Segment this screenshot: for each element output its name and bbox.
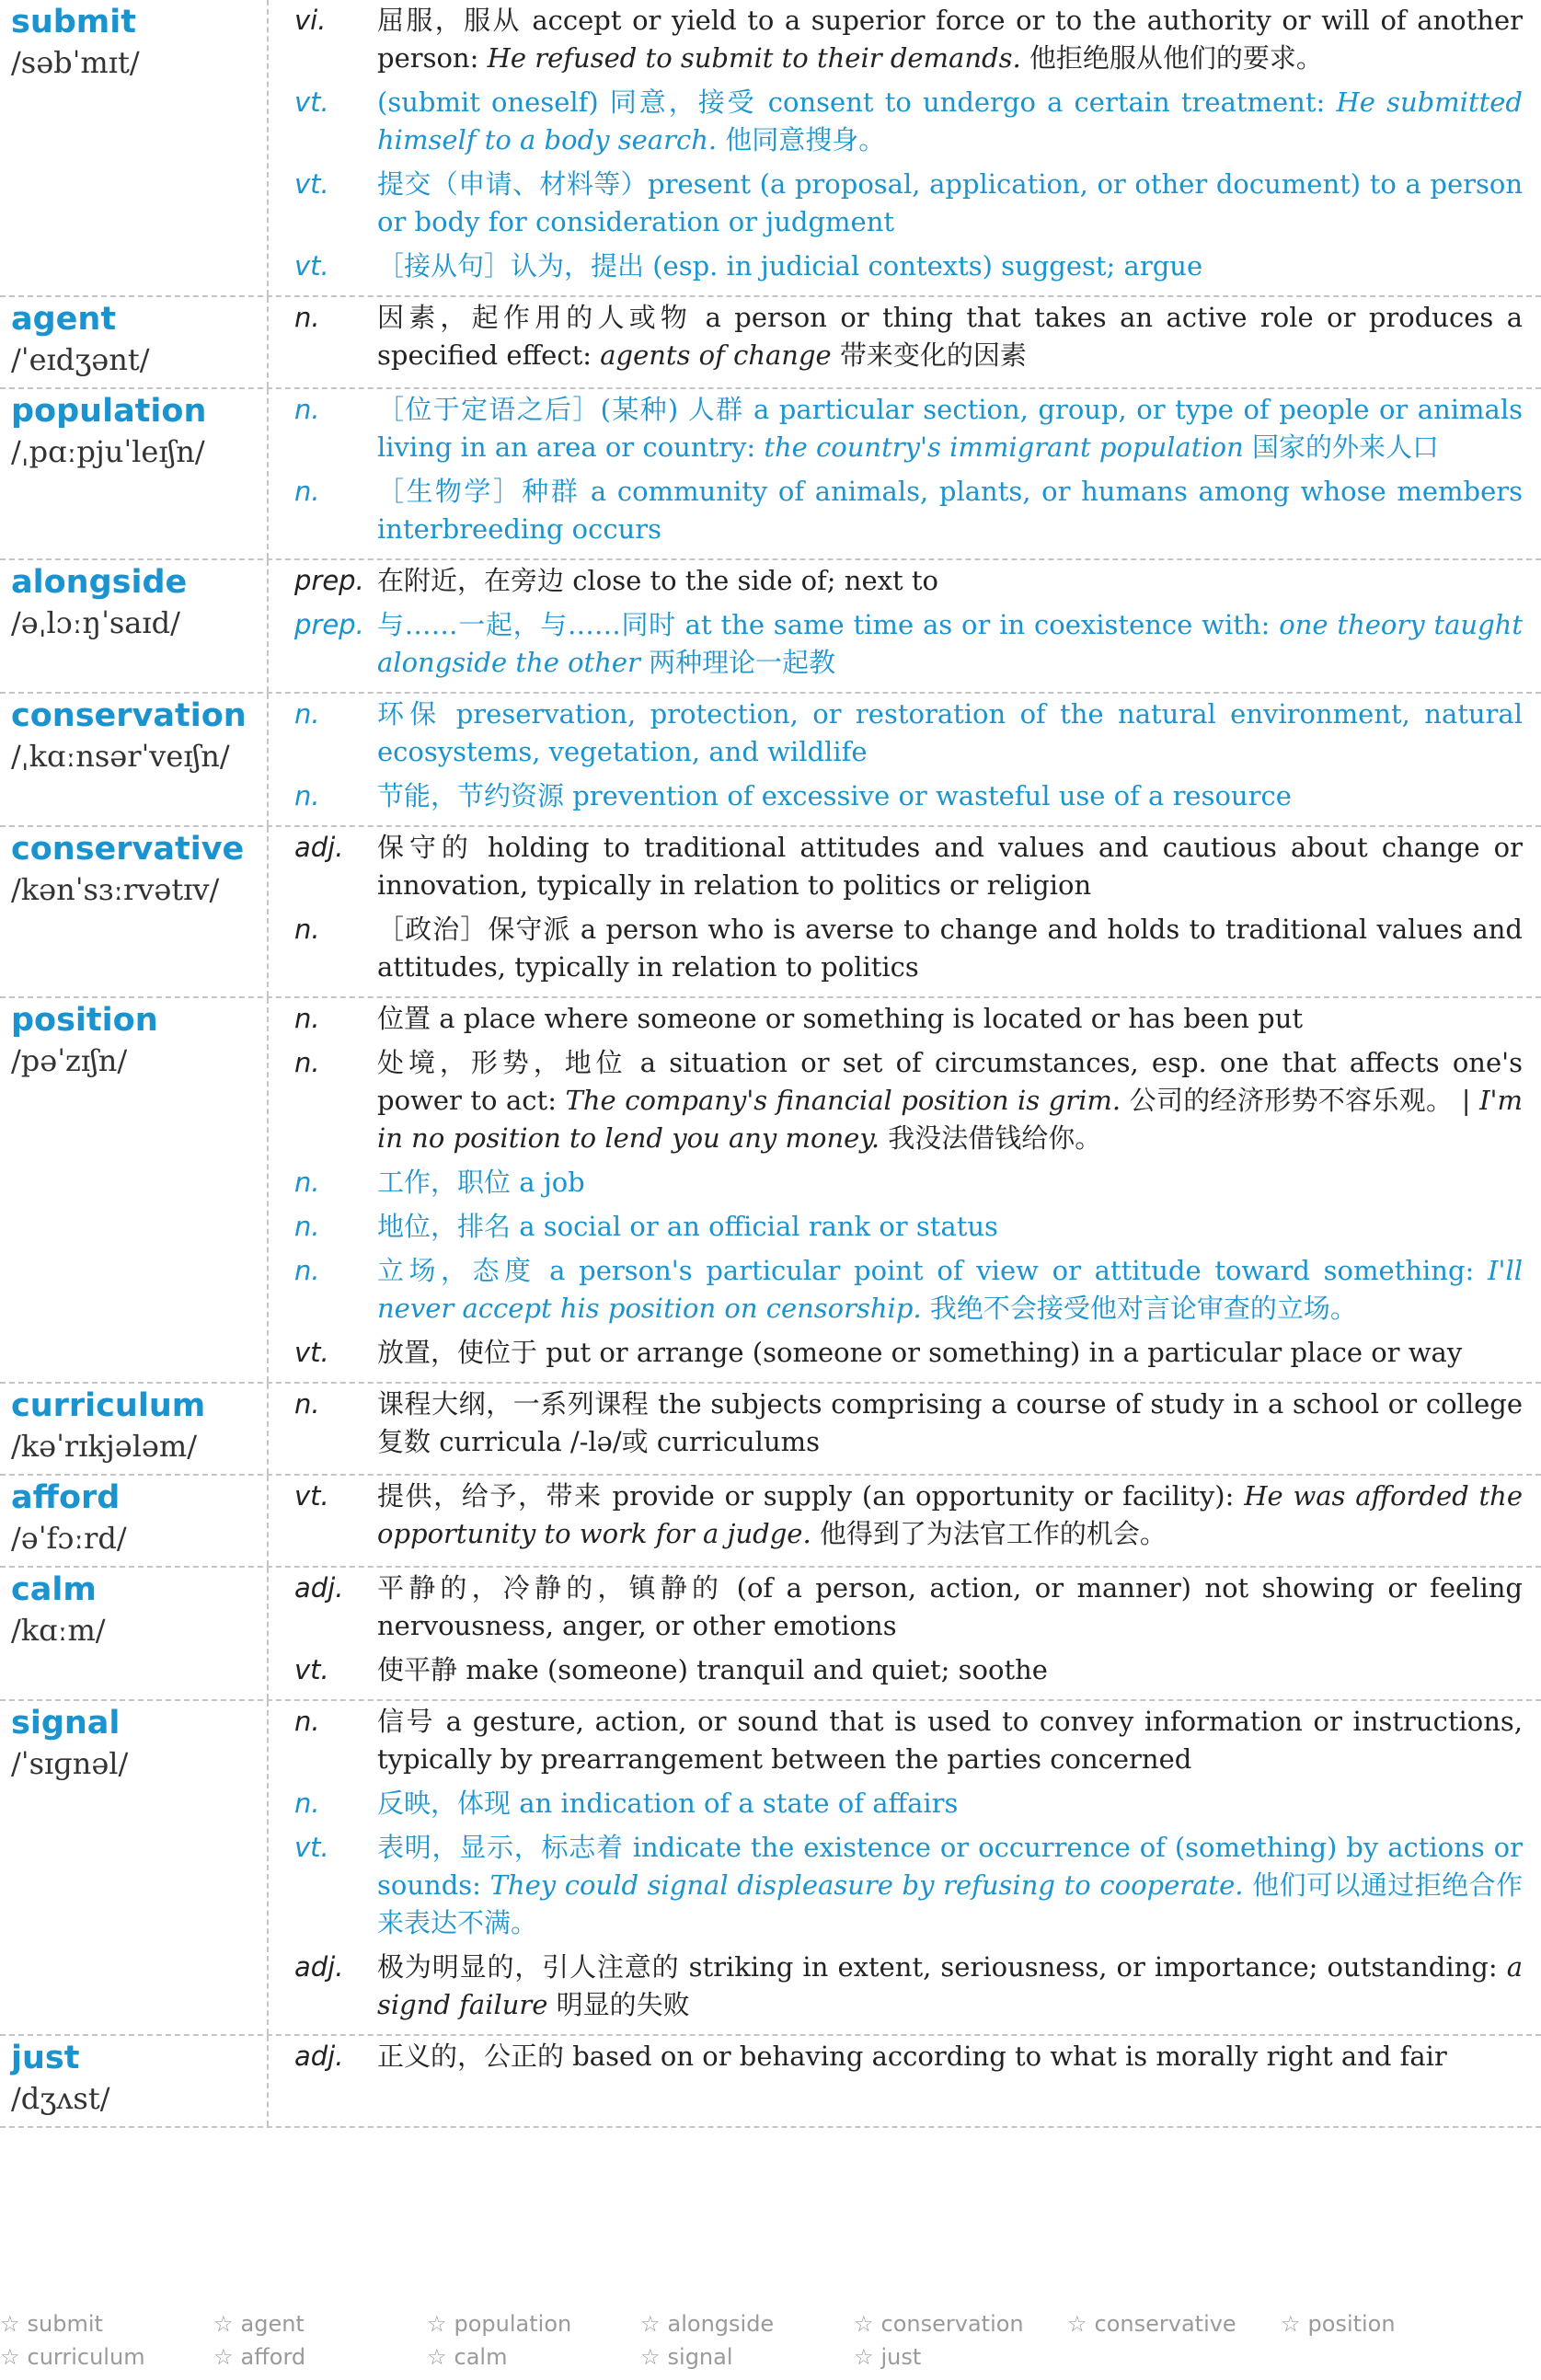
definition-segment: ［位于定语之后］(某种) 人群 a particular section, group, or type of people or animals living in an area or country: (377, 394, 1523, 463)
definition-segment: 带来变化的因素 (831, 339, 1027, 371)
part-of-speech: n. (294, 394, 320, 425)
word-index-label: conservation (880, 2311, 1024, 2337)
word-index-item[interactable] (854, 2307, 1067, 2340)
phonetic-transcription: /dʒʌst/ (11, 2081, 110, 2116)
definition-segment: 保守的 holding to traditional attitudes and values and cautious about change or innovation, typically in relation to politics or religion (377, 832, 1523, 901)
part-of-speech: vt. (294, 250, 329, 282)
dictionary-entry (0, 560, 1541, 694)
sense-row (269, 391, 1523, 473)
headword: conservation (11, 697, 247, 734)
part-of-speech: prep. (294, 609, 364, 640)
headword-column (0, 2036, 269, 2126)
definition-segment: 他得到了为法官工作的机会。 (811, 1518, 1167, 1549)
word-index-label: afford (240, 2344, 306, 2370)
sense-row (269, 1785, 1523, 1829)
headword-column (0, 1476, 269, 1566)
definition-segment: 因素，起作用的人或物 a person or thing that takes an active role or produces a specified effect: (377, 302, 1523, 371)
definition-text (377, 562, 1523, 606)
definition-segment: 国家的外来人口 (1243, 431, 1440, 463)
dictionary-entry (0, 2036, 1541, 2128)
headword-column (0, 1701, 269, 2034)
definition-text (377, 1785, 1523, 1829)
part-of-speech: n. (294, 1388, 320, 1420)
definition-text (377, 1651, 1523, 1696)
definition-text (377, 2, 1523, 84)
example-sentence: He refused to submit to their demands. (487, 42, 1021, 74)
part-of-speech: n. (294, 302, 320, 333)
definition-text (377, 1044, 1523, 1164)
definition-segment: 他拒绝服从他们的要求。 (1020, 42, 1323, 74)
sense-row (269, 911, 1523, 993)
star-icon[interactable]: ☆ (854, 2311, 874, 2337)
phonetic-transcription: /kənˈsɜːrvətɪv/ (11, 872, 220, 907)
sense-row (269, 1829, 1523, 1949)
definition-segment: ［接从句］认为，提出 (esp. in judicial contexts) suggest; argue (377, 250, 1203, 282)
definition-segment: 地位，排名 a social or an official rank or status (377, 1211, 998, 1242)
sense-row (269, 247, 1523, 292)
definition-text (377, 2038, 1523, 2082)
word-index-item[interactable] (427, 2307, 640, 2340)
phonetic-transcription: /pəˈzɪʃn/ (11, 1043, 128, 1078)
headword: curriculum (11, 1387, 206, 1424)
definition-text (377, 911, 1523, 993)
example-sentence: a signd failure (377, 1951, 1523, 2020)
sense-row (269, 1385, 1523, 1467)
sense-row (269, 1252, 1523, 1334)
part-of-speech: prep. (294, 565, 364, 596)
headword: alongside (11, 564, 188, 601)
definitions-column (269, 1568, 1541, 1699)
sense-row (269, 2038, 1523, 2082)
definition-text (377, 84, 1523, 166)
headword-column (0, 1568, 269, 1699)
definition-segment: ［政治］保守派 a person who is averse to change and holds to traditional values and attitudes, typically in relation to politics (377, 914, 1523, 983)
example-sentence: agents of change (600, 339, 832, 371)
word-index-item[interactable] (854, 2340, 1067, 2374)
definitions-column (269, 998, 1541, 1382)
definition-segment: 放置，使位于 put or arrange (someone or something) in a particular place or way (377, 1337, 1463, 1368)
sense-row (269, 1703, 1523, 1785)
word-index-item[interactable] (640, 2307, 854, 2340)
word-index-item[interactable] (1281, 2307, 1494, 2340)
headword-column (0, 998, 269, 1382)
definition-segment: 两种理论一起教 (639, 647, 836, 678)
sense-row (269, 473, 1523, 555)
part-of-speech: vt. (294, 1654, 329, 1685)
definition-segment: 在附近，在旁边 close to the side of; next to (377, 565, 938, 596)
sense-row (269, 777, 1523, 822)
phonetic-transcription: /əˌlɔːŋˈsaɪd/ (11, 605, 180, 640)
definition-text (377, 166, 1523, 247)
headword-column (0, 389, 269, 558)
word-index-label: conservative (1094, 2311, 1236, 2337)
definition-segment: 我没法借钱给你。 (880, 1122, 1102, 1154)
dictionary-entry (0, 1476, 1541, 1568)
definition-text (377, 696, 1523, 777)
definition-text (377, 473, 1523, 555)
definition-text (377, 299, 1523, 381)
word-index-label: alongside (667, 2311, 775, 2337)
definitions-column (269, 560, 1541, 692)
definition-segment: 反映，体现 an indication of a state of affairs (377, 1788, 959, 1819)
example-sentence: He submitted himself to a body search. (377, 86, 1523, 155)
sense-row (269, 1651, 1523, 1696)
definition-segment: 我绝不会接受他对言论审查的立场。 (921, 1293, 1357, 1324)
definition-text (377, 1252, 1523, 1334)
definition-text (377, 1334, 1523, 1378)
definition-text (377, 606, 1523, 688)
definition-segment: 正义的，公正的 based on or behaving according to what is morally right and fair (377, 2041, 1447, 2072)
phonetic-transcription: /ˈeɪdʒənt/ (11, 342, 150, 377)
phonetic-transcription: /ˌkɑːnsərˈveɪʃn/ (11, 739, 230, 774)
definitions-column (269, 2036, 1541, 2126)
definition-text (377, 829, 1523, 911)
definitions-column (269, 827, 1541, 996)
sense-row (269, 1569, 1523, 1651)
star-icon[interactable]: ☆ (213, 2311, 234, 2337)
headword: population (11, 393, 207, 430)
part-of-speech: n. (294, 780, 320, 811)
definitions-column (269, 0, 1541, 295)
part-of-speech: adj. (294, 2041, 344, 2072)
headword-column (0, 694, 269, 825)
star-icon[interactable]: ☆ (0, 2344, 20, 2370)
definition-segment: 明显的失败 (547, 1989, 690, 2020)
headword: conservative (11, 831, 245, 868)
headword-column (0, 297, 269, 387)
headword-column (0, 0, 269, 295)
example-sentence: They could signal displeasure by refusing to cooperate. (489, 1869, 1244, 1901)
definitions-column (269, 1384, 1541, 1474)
definitions-column (269, 1701, 1541, 2034)
headword: afford (11, 1479, 121, 1516)
phonetic-transcription: /kəˈrɪkjələm/ (11, 1429, 197, 1464)
part-of-speech: n. (294, 1788, 320, 1819)
sense-row (269, 166, 1523, 247)
headword: submit (11, 4, 137, 40)
part-of-speech: n. (294, 1211, 320, 1242)
definitions-column (269, 389, 1541, 558)
part-of-speech: adj. (294, 832, 344, 863)
star-icon[interactable]: ☆ (854, 2344, 874, 2370)
part-of-speech: n. (294, 1255, 320, 1286)
star-icon[interactable]: ☆ (1067, 2311, 1087, 2337)
phonetic-transcription: /əˈfɔːrd/ (11, 1521, 127, 1556)
definition-segment: 课程大纲，一系列课程 the subjects comprising a course of study in a school or college 复数 curricula /-lə/或 curriculums (377, 1388, 1523, 1457)
definition-segment: 使平静 make (someone) tranquil and quiet; soothe (377, 1654, 1048, 1685)
sense-row (269, 606, 1523, 688)
sense-row (269, 299, 1523, 381)
example-sentence: He was afforded the opportunity to work for a judge. (377, 1480, 1524, 1549)
definition-segment: ［生物学］种群 a community of animals, plants, or humans among whose members interbreeding occurs (377, 476, 1523, 545)
part-of-speech: vi. (294, 5, 327, 36)
dictionary-entry (0, 1701, 1541, 2036)
definition-text (377, 1385, 1523, 1467)
sense-row (269, 696, 1523, 777)
part-of-speech: n. (294, 1167, 320, 1198)
headword-column (0, 827, 269, 996)
part-of-speech: n. (294, 914, 320, 945)
word-index-item[interactable] (213, 2307, 427, 2340)
definition-segment: (submit oneself) 同意，接受 consent to undergo a certain treatment: (377, 86, 1337, 118)
sense-row (269, 1000, 1523, 1044)
definition-segment: 与……一起，与……同时 at the same time as or in coexistence with: (377, 609, 1280, 640)
definition-segment: 表明，显示，标志着 indicate the existence or occurrence of (something) by actions or sounds: (377, 1832, 1523, 1901)
part-of-speech: n. (294, 476, 320, 507)
example-sentence: one theory taught alongside the other (377, 609, 1523, 678)
part-of-speech: n. (294, 698, 320, 730)
definition-segment: 信号 a gesture, action, or sound that is used to convey information or instructions, typically by prearrangement between the parties concerned (377, 1706, 1523, 1775)
part-of-speech: vt. (294, 1480, 329, 1512)
part-of-speech: n. (294, 1003, 320, 1034)
phonetic-transcription: /ˌpɑːpjuˈleɪʃn/ (11, 434, 205, 469)
part-of-speech: adj. (294, 1572, 344, 1604)
word-index-item[interactable] (640, 2340, 854, 2374)
definition-segment: 平静的，冷静的，镇静的 (of a person, action, or manner) not showing or feeling nervousness, anger, or other emotions (377, 1572, 1523, 1641)
part-of-speech: vt. (294, 168, 329, 200)
definition-text (377, 1829, 1523, 1949)
dictionary-entry (0, 297, 1541, 389)
example-sentence: the country's immigrant population (764, 431, 1244, 463)
dictionary-entry (0, 827, 1541, 998)
headword: position (11, 1002, 158, 1039)
sense-row (269, 1164, 1523, 1208)
definition-segment: 他们可以通过拒绝合作来表达不满。 (377, 1869, 1524, 1938)
definition-segment: 提交（申请、材料等）present (a proposal, application, or other document) to a person or body for consideration or judgment (377, 168, 1523, 237)
definition-segment: 屈服，服从 accept or yield to a superior force or to the authority or will of another person: (377, 5, 1523, 74)
star-icon[interactable]: ☆ (0, 2311, 20, 2337)
part-of-speech: n. (294, 1047, 320, 1078)
definition-segment: 节能，节约资源 prevention of excessive or wasteful use of a resource (377, 780, 1292, 811)
star-icon[interactable]: ☆ (640, 2344, 661, 2370)
word-index-label: agent (240, 2311, 305, 2337)
sense-row (269, 829, 1523, 911)
definition-segment: 位置 a place where someone or something is located or has been put (377, 1003, 1304, 1034)
word-index-item[interactable] (427, 2340, 640, 2374)
word-index-row (0, 2307, 1541, 2340)
definition-text (377, 1164, 1523, 1208)
word-index-footer (0, 2307, 1541, 2374)
definition-text (377, 391, 1523, 473)
part-of-speech: vt. (294, 1832, 329, 1863)
dictionary-entry (0, 1568, 1541, 1701)
word-index-item[interactable] (1067, 2307, 1281, 2340)
definition-segment: 环保 preservation, protection, or restoration of the natural environment, natural ecosystems, vegetation, and wildlife (377, 698, 1523, 767)
part-of-speech: adj. (294, 1951, 344, 1983)
word-index-label: submit (27, 2311, 103, 2337)
sense-row (269, 1334, 1523, 1378)
word-index-label: position (1307, 2311, 1396, 2337)
headword-column (0, 1384, 269, 1474)
definition-segment: 公司的经济形势不容乐观。 | (1121, 1085, 1480, 1116)
phonetic-transcription: /səbˈmɪt/ (11, 45, 140, 80)
dictionary-entry (0, 389, 1541, 560)
definition-segment: 极为明显的，引人注意的 striking in extent, seriousness, or importance; outstanding: (377, 1951, 1507, 1983)
definition-text (377, 1000, 1523, 1044)
star-icon[interactable]: ☆ (427, 2344, 447, 2370)
definitions-column (269, 1476, 1541, 1566)
word-index-item[interactable] (213, 2340, 427, 2374)
definition-segment: 他同意搜身。 (717, 124, 886, 155)
star-icon[interactable]: ☆ (427, 2311, 447, 2337)
example-sentence: I'm in no position to lend you any money. (377, 1085, 1523, 1154)
word-index-row (0, 2340, 1541, 2374)
definition-segment: 立场，态度 a person's particular point of view or attitude toward something: (377, 1255, 1489, 1286)
star-icon[interactable]: ☆ (1281, 2311, 1301, 2337)
headword: agent (11, 301, 117, 338)
definition-segment: 工作，职位 a job (377, 1167, 585, 1198)
part-of-speech: vt. (294, 1337, 329, 1368)
definition-text (377, 1569, 1523, 1651)
word-index-label: curriculum (27, 2344, 145, 2370)
headword: signal (11, 1705, 121, 1742)
phonetic-transcription: /ˈsɪɡnəl/ (11, 1746, 129, 1781)
example-sentence: I'll never accept his position on censorship. (377, 1255, 1523, 1324)
definition-segment: 提供，给予，带来 provide or supply (an opportunity or facility): (377, 1480, 1245, 1512)
star-icon[interactable]: ☆ (640, 2311, 661, 2337)
dictionary-entry (0, 0, 1541, 297)
definition-text (377, 1477, 1523, 1559)
definition-text (377, 777, 1523, 822)
sense-row (269, 1208, 1523, 1252)
dictionary-entry (0, 1384, 1541, 1476)
sense-row (269, 562, 1523, 606)
definitions-column (269, 694, 1541, 825)
definition-segment: 处境，形势，地位 a situation or set of circumstances, esp. one that affects one's power to act: (377, 1047, 1523, 1116)
headword-column (0, 560, 269, 692)
word-index-label: just (880, 2344, 922, 2370)
definition-text (377, 1208, 1523, 1252)
sense-row (269, 2, 1523, 84)
definition-text (377, 1949, 1523, 2030)
phonetic-transcription: /kɑːm/ (11, 1613, 106, 1648)
word-index-item[interactable] (0, 2340, 213, 2374)
sense-row (269, 1477, 1523, 1559)
example-sentence: The company's financial position is grim. (565, 1085, 1121, 1116)
headword: just (11, 2040, 80, 2076)
part-of-speech: vt. (294, 86, 329, 118)
part-of-speech: n. (294, 1706, 320, 1737)
word-index-item[interactable] (0, 2307, 213, 2340)
sense-row (269, 1044, 1523, 1164)
sense-row (269, 84, 1523, 166)
star-icon[interactable]: ☆ (213, 2344, 234, 2370)
definitions-column (269, 297, 1541, 387)
sense-row (269, 1949, 1523, 2030)
definition-text (377, 1703, 1523, 1785)
definition-text (377, 247, 1523, 292)
dictionary-entry (0, 694, 1541, 827)
word-index-label: population (454, 2311, 572, 2337)
word-index-label: signal (667, 2344, 733, 2370)
dictionary-entry (0, 998, 1541, 1384)
headword: calm (11, 1571, 97, 1608)
word-index-label: calm (454, 2344, 508, 2370)
